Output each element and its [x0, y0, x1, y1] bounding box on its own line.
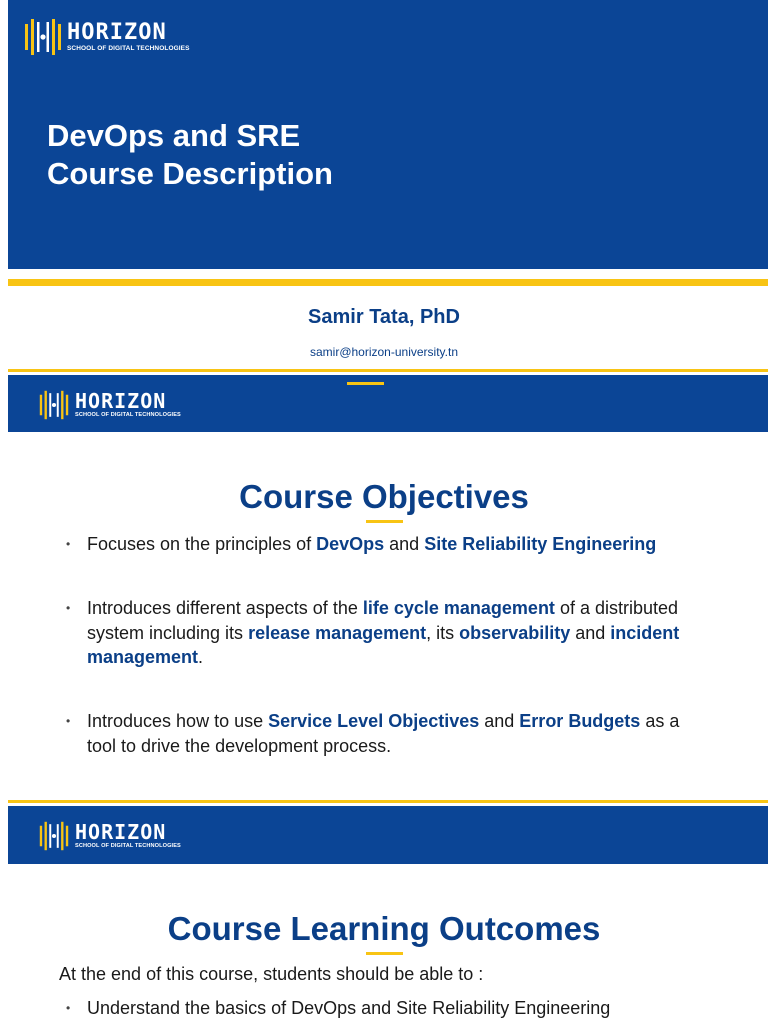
bullet-dot-icon: • [66, 714, 71, 728]
title-line-1: DevOps and SRE [47, 118, 301, 153]
author-email: samir@horizon-university.tn [309, 345, 458, 359]
bullet-dot-icon: • [66, 1001, 71, 1015]
objective-item: • Introduces how to use Service Level Objectives and Error Budgets as a tool to drive the development process. [66, 711, 680, 756]
bullet-dot-icon: • [66, 537, 71, 551]
outcomes-intro: At the end of this course, students should be able to : [59, 964, 484, 984]
bullet-dot-icon: • [66, 601, 71, 615]
logo-tagline: SCHOOL OF DIGITAL TECHNOLOGIES [75, 412, 181, 419]
logo-tagline: SCHOOL OF DIGITAL TECHNOLOGIES [75, 843, 181, 850]
objective-item: • Focuses on the principles of DevOps and Site Reliability Engineering [66, 532, 726, 558]
title-line-2: Course Description [47, 156, 333, 191]
logo-wordmark: HORIZON [75, 389, 167, 414]
objectives-heading: Course Objectives [239, 478, 529, 515]
outcome-item: • Understand the basics of DevOps and Site Reliability Engineering [66, 996, 726, 1022]
author-name: Samir Tata, PhD [308, 306, 460, 328]
logo-wordmark: HORIZON [67, 19, 167, 45]
horizon-emblem-icon [37, 390, 71, 420]
horizon-logo [23, 18, 190, 56]
logo-tagline: SCHOOL OF DIGITAL TECHNOLOGIES [67, 44, 190, 52]
horizon-logo-small [37, 390, 181, 420]
objective-item: • Introduces different aspects of the life cycle management of a distributed system including its release management, its observability and incident management. [66, 598, 680, 667]
slide-separator [8, 800, 768, 803]
slide-separator [8, 369, 768, 372]
heading-underline [366, 952, 403, 955]
logo-wordmark: HORIZON [75, 820, 167, 845]
heading-underline [366, 520, 403, 523]
title-divider [8, 279, 768, 286]
outcomes-heading: Course Learning Outcomes [167, 910, 601, 947]
horizon-emblem-icon [23, 18, 63, 56]
slide-title [47, 117, 647, 193]
horizon-emblem-icon [37, 821, 71, 851]
horizon-logo-small [37, 821, 181, 851]
header-accent-mark [347, 382, 384, 385]
